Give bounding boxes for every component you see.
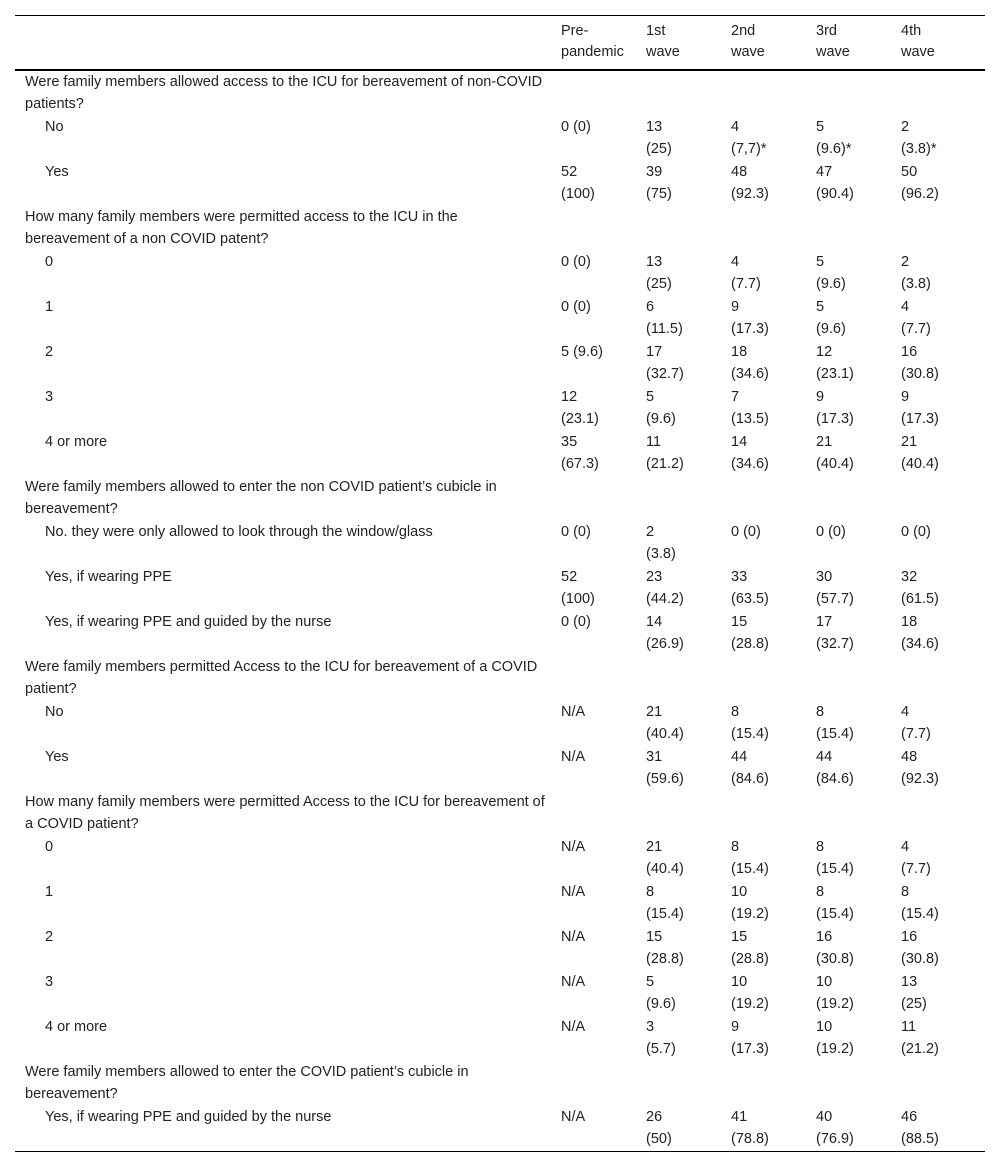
3rd-wave-value: 5 (9.6)	[816, 299, 846, 337]
option-row	[15, 1106, 985, 1152]
empty-cell	[553, 1061, 638, 1106]
empty-cell	[808, 1061, 893, 1106]
1st-wave-value: 2 (3.8)	[646, 524, 676, 562]
option-label: No	[45, 119, 64, 135]
option-label: 3	[45, 389, 54, 405]
question-label: Were family members permitted Access to the ICU for bereavement of a COVID patient?	[25, 659, 538, 697]
empty-cell	[638, 791, 723, 836]
1st-wave-value: 5 (9.6)	[646, 974, 676, 1012]
question-row	[15, 206, 985, 251]
question-row	[15, 476, 985, 521]
option-label: Yes	[45, 164, 69, 180]
4th-wave-value: 13 (25)	[901, 974, 927, 1012]
1st-wave-value: 39 (75)	[646, 164, 672, 202]
option-label: 3	[45, 974, 54, 990]
option-row	[15, 521, 985, 566]
pre-pandemic-value: 0 (0)	[561, 614, 591, 630]
pre-pandemic-value: N/A	[561, 1019, 586, 1035]
option-row	[15, 431, 985, 476]
header-3rd-wave: 3rd wave	[816, 23, 850, 60]
4th-wave-value: 16 (30.8)	[901, 344, 939, 382]
2nd-wave-value: 9 (17.3)	[731, 299, 769, 337]
2nd-wave-value: 15 (28.8)	[731, 614, 769, 652]
option-row	[15, 836, 985, 881]
1st-wave-value: 6 (11.5)	[646, 299, 683, 337]
3rd-wave-value: 30 (57.7)	[816, 569, 854, 607]
option-row	[15, 746, 985, 791]
empty-cell	[553, 656, 638, 701]
4th-wave-value: 4 (7.7)	[901, 299, 931, 337]
empty-cell	[808, 70, 893, 116]
4th-wave-value: 2 (3.8)*	[901, 119, 937, 157]
pre-pandemic-value: 35 (67.3)	[561, 434, 599, 472]
pre-pandemic-value: 12 (23.1)	[561, 389, 599, 427]
table-body	[15, 70, 985, 1152]
2nd-wave-value: 7 (13.5)	[731, 389, 769, 427]
3rd-wave-value: 21 (40.4)	[816, 434, 854, 472]
4th-wave-value: 8 (15.4)	[901, 884, 939, 922]
1st-wave-value: 21 (40.4)	[646, 704, 684, 742]
2nd-wave-value: 14 (34.6)	[731, 434, 769, 472]
4th-wave-value: 4 (7.7)	[901, 839, 931, 877]
question-label: How many family members were permitted Access to the ICU for bereavement of a COVID patient?	[25, 794, 545, 832]
2nd-wave-value: 4 (7.7)	[731, 254, 761, 292]
empty-cell	[723, 656, 808, 701]
option-label: Yes, if wearing PPE and guided by the nurse	[45, 614, 332, 630]
question-label: How many family members were permitted access to the ICU in the bereavement of a non COVID patent?	[25, 209, 458, 247]
bereavement-access-table	[15, 15, 985, 1152]
pre-pandemic-value: N/A	[561, 884, 586, 900]
pre-pandemic-value: N/A	[561, 749, 586, 765]
option-row	[15, 386, 985, 431]
4th-wave-value: 16 (30.8)	[901, 929, 939, 967]
header-label	[15, 16, 553, 71]
header-pre-pandemic: Pre- pandemic	[561, 23, 624, 60]
1st-wave-value: 23 (44.2)	[646, 569, 684, 607]
4th-wave-value: 32 (61.5)	[901, 569, 939, 607]
pre-pandemic-value: 52 (100)	[561, 164, 595, 202]
1st-wave-value: 5 (9.6)	[646, 389, 676, 427]
option-label: No. they were only allowed to look through the window/glass	[45, 524, 433, 540]
1st-wave-value: 17 (32.7)	[646, 344, 684, 382]
1st-wave-value: 13 (25)	[646, 119, 672, 157]
3rd-wave-value: 12 (23.1)	[816, 344, 854, 382]
empty-cell	[638, 476, 723, 521]
3rd-wave-value: 10 (19.2)	[816, 1019, 854, 1057]
option-row	[15, 926, 985, 971]
3rd-wave-value: 5 (9.6)*	[816, 119, 852, 157]
option-row	[15, 566, 985, 611]
2nd-wave-value: 41 (78.8)	[731, 1109, 769, 1147]
option-row	[15, 116, 985, 161]
pre-pandemic-value: N/A	[561, 1109, 586, 1125]
empty-cell	[638, 1061, 723, 1106]
empty-cell	[638, 70, 723, 116]
question-row	[15, 1061, 985, 1106]
header-4th-wave: 4th wave	[901, 23, 935, 60]
2nd-wave-value: 33 (63.5)	[731, 569, 769, 607]
option-row	[15, 296, 985, 341]
3rd-wave-value: 17 (32.7)	[816, 614, 854, 652]
empty-cell	[723, 70, 808, 116]
4th-wave-value: 46 (88.5)	[901, 1109, 939, 1147]
question-row	[15, 70, 985, 116]
pre-pandemic-value: 0 (0)	[561, 299, 591, 315]
question-row	[15, 656, 985, 701]
pre-pandemic-value: N/A	[561, 839, 586, 855]
3rd-wave-value: 8 (15.4)	[816, 704, 854, 742]
empty-cell	[808, 476, 893, 521]
option-label: 0	[45, 254, 54, 270]
option-row	[15, 341, 985, 386]
2nd-wave-value: 9 (17.3)	[731, 1019, 769, 1057]
option-label: Yes, if wearing PPE and guided by the nurse	[45, 1109, 332, 1125]
option-row	[15, 971, 985, 1016]
empty-cell	[808, 206, 893, 251]
option-row	[15, 251, 985, 296]
1st-wave-value: 14 (26.9)	[646, 614, 684, 652]
option-row	[15, 1016, 985, 1061]
empty-cell	[723, 1061, 808, 1106]
3rd-wave-value: 47 (90.4)	[816, 164, 854, 202]
empty-cell	[553, 476, 638, 521]
1st-wave-value: 26 (50)	[646, 1109, 672, 1147]
empty-cell	[808, 656, 893, 701]
option-label: 2	[45, 344, 54, 360]
empty-cell	[893, 656, 985, 701]
empty-cell	[638, 206, 723, 251]
4th-wave-value: 0 (0)	[901, 524, 931, 540]
2nd-wave-value: 44 (84.6)	[731, 749, 769, 787]
1st-wave-value: 21 (40.4)	[646, 839, 684, 877]
empty-cell	[553, 206, 638, 251]
1st-wave-value: 15 (28.8)	[646, 929, 684, 967]
empty-cell	[553, 791, 638, 836]
3rd-wave-value: 16 (30.8)	[816, 929, 854, 967]
option-row	[15, 611, 985, 656]
empty-cell	[723, 791, 808, 836]
empty-cell	[893, 476, 985, 521]
empty-cell	[893, 206, 985, 251]
1st-wave-value: 13 (25)	[646, 254, 672, 292]
pre-pandemic-value: N/A	[561, 974, 586, 990]
question-label: Were family members allowed to enter the non COVID patient’s cubicle in bereavement?	[25, 479, 497, 517]
3rd-wave-value: 40 (76.9)	[816, 1109, 854, 1147]
3rd-wave-value: 8 (15.4)	[816, 839, 854, 877]
option-label: 0	[45, 839, 54, 855]
empty-cell	[638, 656, 723, 701]
3rd-wave-value: 10 (19.2)	[816, 974, 854, 1012]
2nd-wave-value: 15 (28.8)	[731, 929, 769, 967]
4th-wave-value: 11 (21.2)	[901, 1019, 939, 1057]
3rd-wave-value: 8 (15.4)	[816, 884, 854, 922]
option-row	[15, 881, 985, 926]
header-2nd-wave: 2nd wave	[731, 23, 765, 60]
option-label: 4 or more	[45, 434, 108, 450]
2nd-wave-value: 8 (15.4)	[731, 704, 769, 742]
pre-pandemic-value: 0 (0)	[561, 254, 591, 270]
option-row	[15, 161, 985, 206]
3rd-wave-value: 0 (0)	[816, 524, 846, 540]
1st-wave-value: 31 (59.6)	[646, 749, 684, 787]
4th-wave-value: 21 (40.4)	[901, 434, 939, 472]
option-label: 4 or more	[45, 1019, 108, 1035]
option-label: 1	[45, 299, 54, 315]
1st-wave-value: 11 (21.2)	[646, 434, 684, 472]
2nd-wave-value: 10 (19.2)	[731, 884, 769, 922]
pre-pandemic-value: 52 (100)	[561, 569, 595, 607]
question-label: Were family members allowed access to the ICU for bereavement of non-COVID patients?	[25, 74, 543, 112]
option-label: 1	[45, 884, 54, 900]
pre-pandemic-value: 0 (0)	[561, 524, 591, 540]
4th-wave-value: 2 (3.8)	[901, 254, 931, 292]
2nd-wave-value: 10 (19.2)	[731, 974, 769, 1012]
4th-wave-value: 18 (34.6)	[901, 614, 939, 652]
2nd-wave-value: 18 (34.6)	[731, 344, 769, 382]
pre-pandemic-value: N/A	[561, 704, 586, 720]
option-label: Yes	[45, 749, 69, 765]
4th-wave-value: 9 (17.3)	[901, 389, 939, 427]
empty-cell	[723, 206, 808, 251]
4th-wave-value: 4 (7.7)	[901, 704, 931, 742]
header-1st-wave: 1st wave	[646, 23, 680, 60]
empty-cell	[893, 70, 985, 116]
1st-wave-value: 8 (15.4)	[646, 884, 684, 922]
2nd-wave-value: 0 (0)	[731, 524, 761, 540]
pre-pandemic-value: 0 (0)	[561, 119, 591, 135]
empty-cell	[553, 70, 638, 116]
2nd-wave-value: 48 (92.3)	[731, 164, 769, 202]
3rd-wave-value: 5 (9.6)	[816, 254, 846, 292]
3rd-wave-value: 44 (84.6)	[816, 749, 854, 787]
empty-cell	[808, 791, 893, 836]
4th-wave-value: 50 (96.2)	[901, 164, 939, 202]
empty-cell	[893, 1061, 985, 1106]
question-row	[15, 791, 985, 836]
1st-wave-value: 3 (5.7)	[646, 1019, 676, 1057]
empty-cell	[893, 791, 985, 836]
2nd-wave-value: 8 (15.4)	[731, 839, 769, 877]
3rd-wave-value: 9 (17.3)	[816, 389, 854, 427]
option-row	[15, 701, 985, 746]
option-label: No	[45, 704, 64, 720]
option-label: 2	[45, 929, 54, 945]
4th-wave-value: 48 (92.3)	[901, 749, 939, 787]
pre-pandemic-value: N/A	[561, 929, 586, 945]
header-row	[15, 16, 985, 71]
2nd-wave-value: 4 (7,7)*	[731, 119, 767, 157]
option-label: Yes, if wearing PPE	[45, 569, 172, 585]
pre-pandemic-value: 5 (9.6)	[561, 344, 603, 360]
empty-cell	[723, 476, 808, 521]
question-label: Were family members allowed to enter the COVID patient’s cubicle in bereavement?	[25, 1064, 469, 1102]
